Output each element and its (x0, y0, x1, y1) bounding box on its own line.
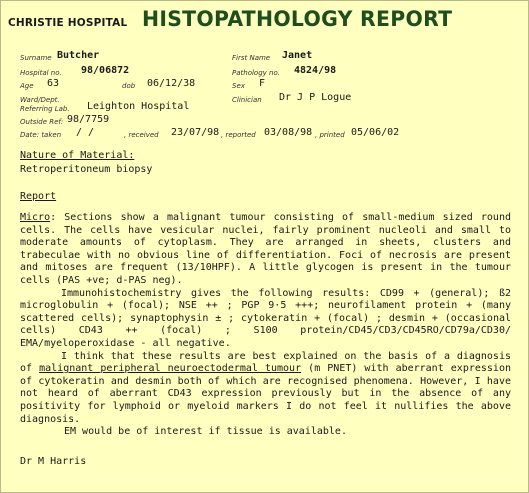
dob-label: dob (122, 82, 136, 90)
report-heading: Report (20, 191, 57, 202)
opinion-post: (m PNET) with aberrant expression of cytokeratin and desmin both of which are recognised phenomena. However, I have not heard of aberrant CD43 expression previously but in the absence of any positivity for lymphoid or myeloid markers I do not feel it nullifies the above diagnosis. (20, 363, 511, 425)
referring-value: Leighton Hospital (87, 101, 190, 112)
surname-value: Butcher (57, 50, 100, 61)
received-value: 23/07/98 (171, 127, 220, 138)
outside-ref-label: Outside Ref: (20, 118, 64, 126)
hospital-no-value: 98/06872 (81, 65, 130, 76)
micro-label: Micro (20, 212, 51, 223)
sex-value: F (259, 78, 266, 89)
immuno-paragraph: Immunohistochemistry gives the following results: CD99 + (general); ß2 microglobulin + (focal); NSE ++ ; PGP 9·5 +++; neurofilament protein + (many scattered cells); synaptophysin ± ; cytokeratin + (focal) ; desmin + (occasional cells) CD43 ++ (focal) ; S100 protein/CD45/CD3/CD45RO/CD79a/CD30/ EMA/myeloperoxidase - all negative. (20, 287, 511, 349)
sex-label: Sex (232, 82, 245, 90)
dob-value: 06/12/38 (147, 78, 196, 89)
date-taken-label: Date: taken (20, 131, 62, 139)
ward-label: Ward/Dept. (20, 96, 60, 104)
hospital-name: CHRISTIE HOSPITAL (8, 17, 128, 29)
date-taken-value: / / (76, 127, 95, 138)
report-title: HISTOPATHOLOGY REPORT (142, 7, 453, 31)
received-label: , received (124, 131, 159, 139)
reported-label: , reported (221, 131, 256, 139)
reported-value: 03/08/98 (264, 127, 313, 138)
age-label: Age (20, 82, 34, 90)
printed-value: 05/06/02 (351, 127, 400, 138)
hospital-no-label: Hospital no. (20, 69, 62, 77)
first-name-value: Janet (282, 50, 313, 61)
material-text: Retroperitoneum biopsy (20, 164, 153, 175)
diagnosis-text: malignant peripheral neuroectodermal tumour (39, 363, 302, 375)
signature: Dr M Harris (20, 456, 87, 467)
first-name-label: First Name (232, 54, 271, 62)
age-value: 63 (47, 78, 60, 89)
micro-text: : Sections show a malignant tumour consisting of small-medium sized round cells. The cells have vesicular nuclei, fairly prominent nucleoli and small to moderate amounts of cytoplasm. They are arranged in sheets, clusters and trabeculae with no obvious line of differentiation. Foci of necrosis are present and mitoses are frequent (13/10HPF). A little glycogen is present in the tumour cells (PAS +ve; d-PAS neg). (20, 212, 511, 286)
outside-ref-value: 98/7759 (67, 114, 110, 125)
em-paragraph: EM would be of interest if tissue is available. (64, 426, 347, 438)
pathology-no-label: Pathology no. (232, 69, 280, 77)
opinion-pre: I think that these results are best explained on the basis of a diagnosis of (20, 350, 511, 375)
material-heading: Nature of Material: (20, 150, 135, 161)
referring-label: Referring Lab. (20, 105, 70, 113)
opinion-paragraph (20, 351, 511, 427)
report-body (20, 212, 511, 439)
clinician-label: Clinician (232, 96, 262, 104)
surname-label: Surname (20, 54, 52, 62)
micro-paragraph (20, 212, 511, 288)
pathology-no-value: 4824/98 (294, 65, 337, 76)
printed-label: , printed (315, 131, 345, 139)
clinician-value: Dr J P Logue (279, 92, 352, 103)
